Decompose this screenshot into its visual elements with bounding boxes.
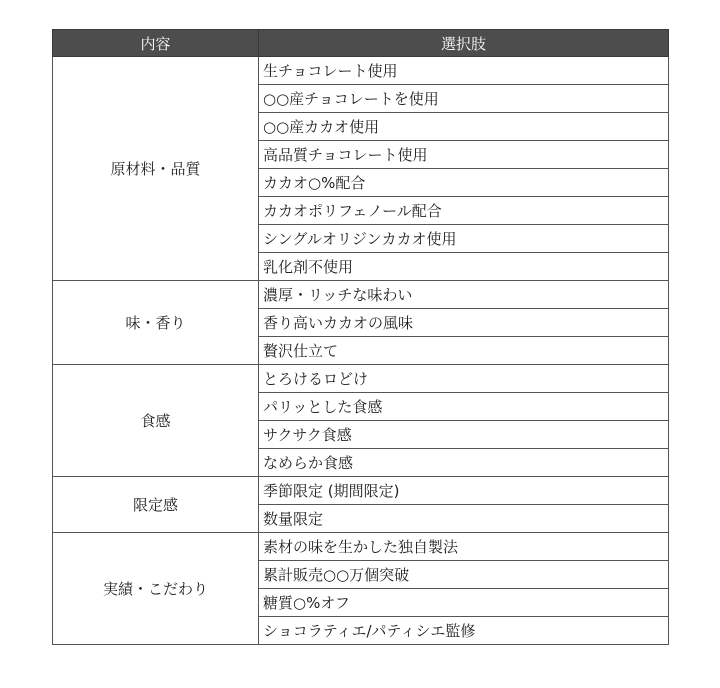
option-cell: 数量限定 bbox=[259, 505, 669, 533]
category-cell: 実績・こだわり bbox=[53, 533, 259, 645]
category-cell: 食感 bbox=[53, 365, 259, 477]
option-cell: ○○産チョコレートを使用 bbox=[259, 85, 669, 113]
option-cell: サクサク食感 bbox=[259, 421, 669, 449]
header-row bbox=[53, 30, 669, 57]
table-row bbox=[53, 533, 669, 561]
table-row bbox=[53, 365, 669, 393]
option-cell: 贅沢仕立て bbox=[259, 337, 669, 365]
option-cell: なめらか食感 bbox=[259, 449, 669, 477]
option-cell: 生チョコレート使用 bbox=[259, 57, 669, 85]
table-row bbox=[53, 477, 669, 505]
option-cell: ショコラティエ/パティシエ監修 bbox=[259, 617, 669, 645]
table-row bbox=[53, 57, 669, 85]
option-cell: 糖質○%オフ bbox=[259, 589, 669, 617]
option-cell: とろけるロどけ bbox=[259, 365, 669, 393]
option-cell: パリッとした食感 bbox=[259, 393, 669, 421]
option-cell: 累計販売○○万個突破 bbox=[259, 561, 669, 589]
category-cell: 原材料・品質 bbox=[53, 57, 259, 281]
option-cell: ○○産カカオ使用 bbox=[259, 113, 669, 141]
option-cell: シングルオリジンカカオ使用 bbox=[259, 225, 669, 253]
category-cell: 味・香り bbox=[53, 281, 259, 365]
option-cell: 濃厚・リッチな味わい bbox=[259, 281, 669, 309]
option-cell: カカオポリフェノール配合 bbox=[259, 197, 669, 225]
option-cell: 乳化剤不使用 bbox=[259, 253, 669, 281]
option-cell: 季節限定 (期間限定) bbox=[259, 477, 669, 505]
option-cell: カカオ○%配合 bbox=[259, 169, 669, 197]
header-content: 内容 bbox=[53, 30, 259, 57]
option-cell: 香り高いカカオの風味 bbox=[259, 309, 669, 337]
options-table bbox=[52, 29, 669, 645]
table-row bbox=[53, 281, 669, 309]
option-cell: 高品質チョコレート使用 bbox=[259, 141, 669, 169]
category-cell: 限定感 bbox=[53, 477, 259, 533]
option-cell: 素材の味を生かした独自製法 bbox=[259, 533, 669, 561]
header-options: 選択肢 bbox=[259, 30, 669, 57]
